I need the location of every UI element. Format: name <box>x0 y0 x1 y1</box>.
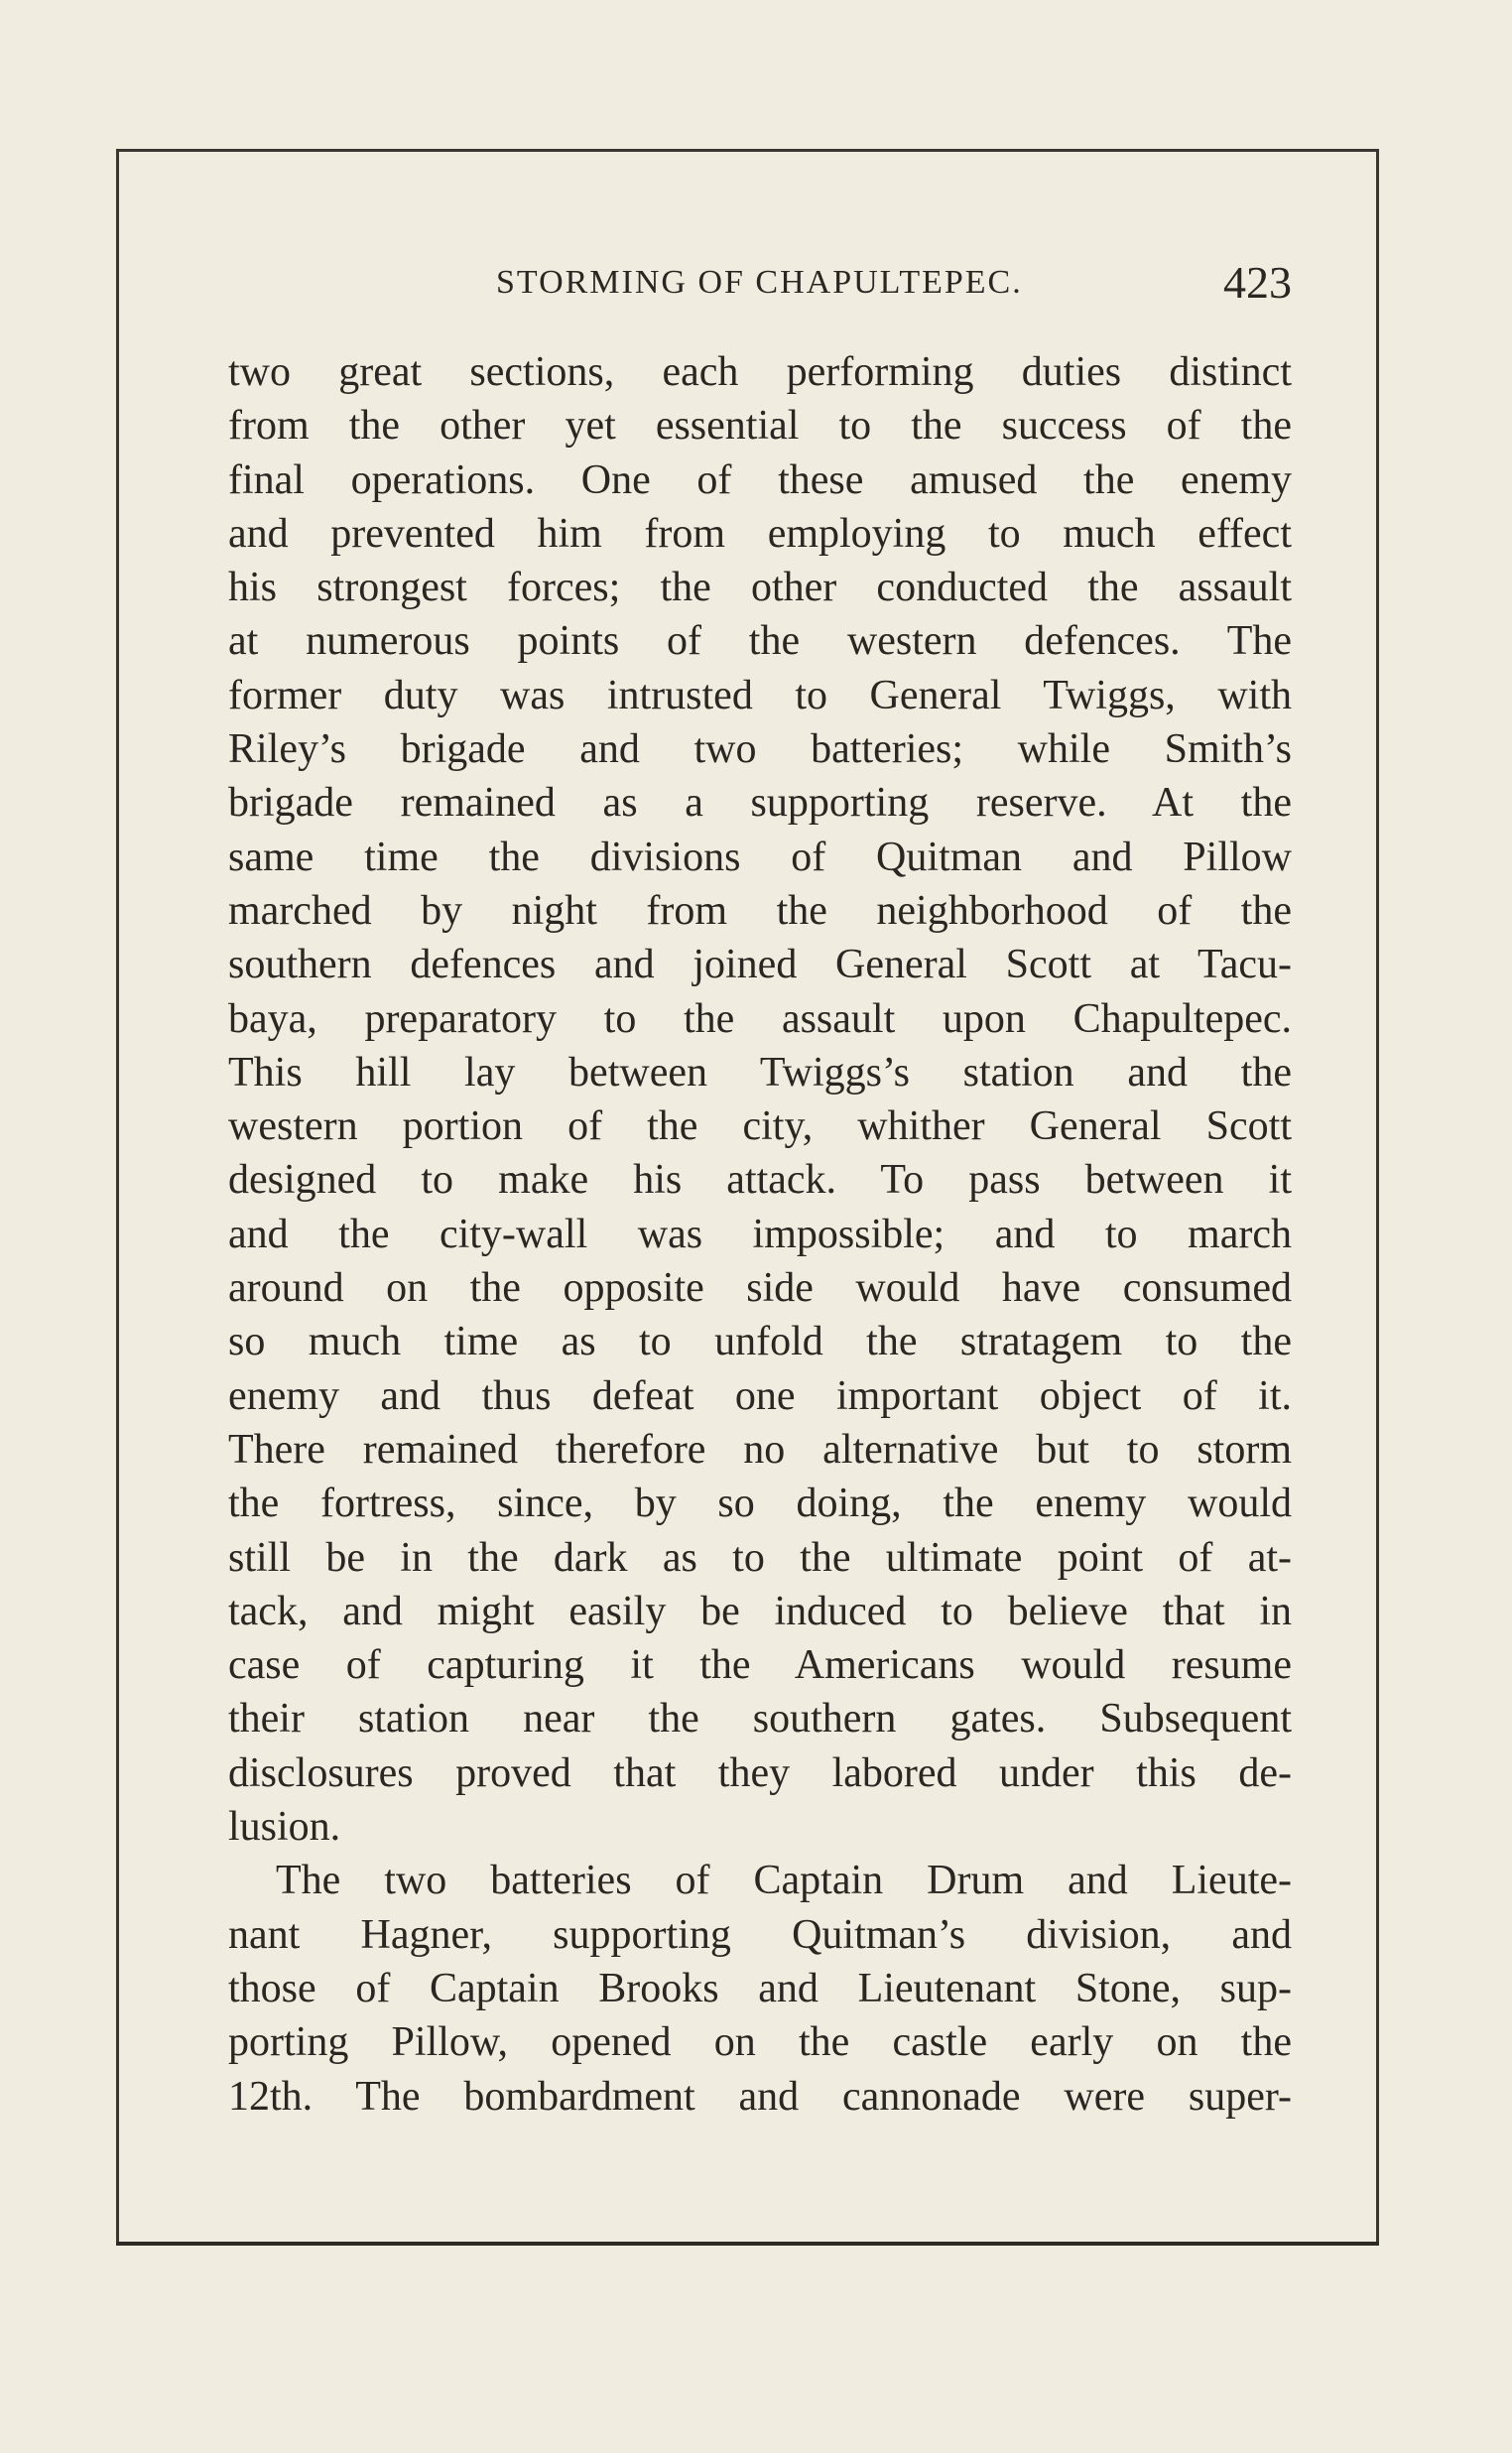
text-line: There remained therefore no alternative but to storm <box>228 1426 1292 1473</box>
text-line: nant Hagner, supporting Quitman’s division, and <box>228 1911 1292 1958</box>
page-header <box>228 256 1292 316</box>
text-line: and prevented him from employing to much effect <box>228 510 1292 557</box>
text-line: the fortress, since, by so doing, the enemy would <box>228 1481 1292 1527</box>
text-line: western portion of the city, whither General Scott <box>228 1103 1292 1150</box>
text-line: designed to make his attack. To pass between it <box>228 1157 1292 1204</box>
body-text <box>228 345 1292 2124</box>
text-line: brigade remained as a supporting reserve. At the <box>228 780 1292 827</box>
text-line: at numerous points of the western defences. The <box>228 618 1292 665</box>
text-line: case of capturing it the Americans would resume <box>228 1642 1292 1689</box>
paragraph-start-line: The two batteries of Captain Drum and Lieute- <box>276 1858 1292 1904</box>
text-line: and the city-wall was impossible; and to march <box>228 1211 1292 1257</box>
text-line: disclosures proved that they labored under this de- <box>228 1749 1292 1796</box>
text-line: from the other yet essential to the success of the <box>228 403 1292 450</box>
text-line: so much time as to unfold the stratagem to the <box>228 1319 1292 1365</box>
page-number: 423 <box>1223 257 1292 308</box>
text-line: 12th. The bombardment and cannonade were super- <box>228 2073 1292 2120</box>
text-line: former duty was intrusted to General Twiggs, with <box>228 672 1292 718</box>
text-line: southern defences and joined General Scott at Tacu- <box>228 942 1292 988</box>
text-line: marched by night from the neighborhood of the <box>228 887 1292 934</box>
page-frame-top-rule <box>117 149 1379 152</box>
text-line: enemy and thus defeat one important object of it. <box>228 1372 1292 1419</box>
text-line: those of Captain Brooks and Lieutenant Stone, sup- <box>228 1965 1292 2011</box>
text-line: around on the opposite side would have consumed <box>228 1265 1292 1312</box>
page-frame-right-rule <box>1376 149 1379 2245</box>
paragraph-end-line: lusion. <box>228 1804 341 1851</box>
text-line: Riley’s brigade and two batteries; while Smith’s <box>228 726 1292 773</box>
page-frame-left-rule <box>116 149 119 2245</box>
text-line: final operations. One of these amused the enemy <box>228 456 1292 503</box>
text-line: same time the divisions of Quitman and Pillow <box>228 834 1292 880</box>
text-line: tack, and might easily be induced to believe that in <box>228 1588 1292 1634</box>
text-line: This hill lay between Twiggs’s station and the <box>228 1049 1292 1096</box>
page-frame-bottom-rule <box>116 2242 1379 2246</box>
text-line: still be in the dark as to the ultimate point of at- <box>228 1534 1292 1581</box>
text-line: two great sections, each performing duties distinct <box>228 349 1292 395</box>
running-title: STORMING OF CHAPULTEPEC. <box>496 264 1023 301</box>
text-line: his strongest forces; the other conducted the assault <box>228 565 1292 611</box>
text-line: baya, preparatory to the assault upon Chapultepec. <box>228 995 1292 1042</box>
text-line: porting Pillow, opened on the castle early on the <box>228 2019 1292 2066</box>
text-line: their station near the southern gates. Subsequent <box>228 1696 1292 1743</box>
